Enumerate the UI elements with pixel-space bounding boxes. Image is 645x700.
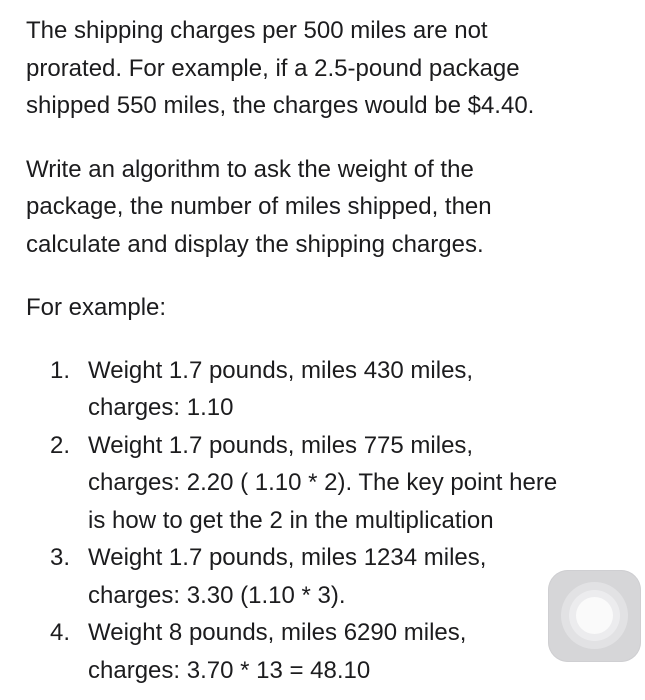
list-item xyxy=(26,427,626,540)
text-line: shipped 550 miles, the charges would be $4.40. xyxy=(26,92,535,119)
text-line: charges: 2.20 ( 1.10 * 2). The key point here xyxy=(88,469,558,496)
list-item-number: 4. xyxy=(50,619,71,646)
list-item xyxy=(26,614,626,689)
text-line: Weight 1.7 pounds, miles 1234 miles, xyxy=(88,544,487,571)
paragraph-task xyxy=(26,151,626,264)
text-line: is how to get the 2 in the multiplication xyxy=(88,506,494,534)
assistive-touch-button[interactable] xyxy=(548,570,641,662)
paragraph-shipping-rule xyxy=(26,12,626,125)
document-body xyxy=(26,12,626,689)
example-label: For example: xyxy=(26,294,167,321)
text-line: calculate and display the shipping charges. xyxy=(26,230,484,258)
text-line: Weight 1.7 pounds, miles 775 miles, xyxy=(88,431,474,459)
text-line: charges: 3.70 * 13 = 48.10 xyxy=(88,656,371,684)
text-line: The shipping charges per 500 miles are not xyxy=(26,17,488,44)
example-list xyxy=(26,352,626,690)
list-item xyxy=(26,352,626,427)
list-item-number: 1. xyxy=(50,356,71,384)
text-line: package, the number of miles shipped, then xyxy=(26,193,492,220)
text-line: Write an algorithm to ask the weight of the xyxy=(26,155,474,183)
list-item-number: 3. xyxy=(50,544,71,571)
text-line: charges: 1.10 xyxy=(88,394,234,421)
text-line: Weight 8 pounds, miles 6290 miles, xyxy=(88,619,467,646)
text-line: prorated. For example, if a 2.5-pound package xyxy=(26,54,520,82)
text-line: charges: 3.30 (1.10 * 3). xyxy=(88,581,346,609)
text-line: Weight 1.7 pounds, miles 430 miles, xyxy=(88,356,474,384)
list-item xyxy=(26,539,626,614)
list-item-number: 2. xyxy=(50,431,71,459)
assistive-touch-core xyxy=(576,597,613,634)
